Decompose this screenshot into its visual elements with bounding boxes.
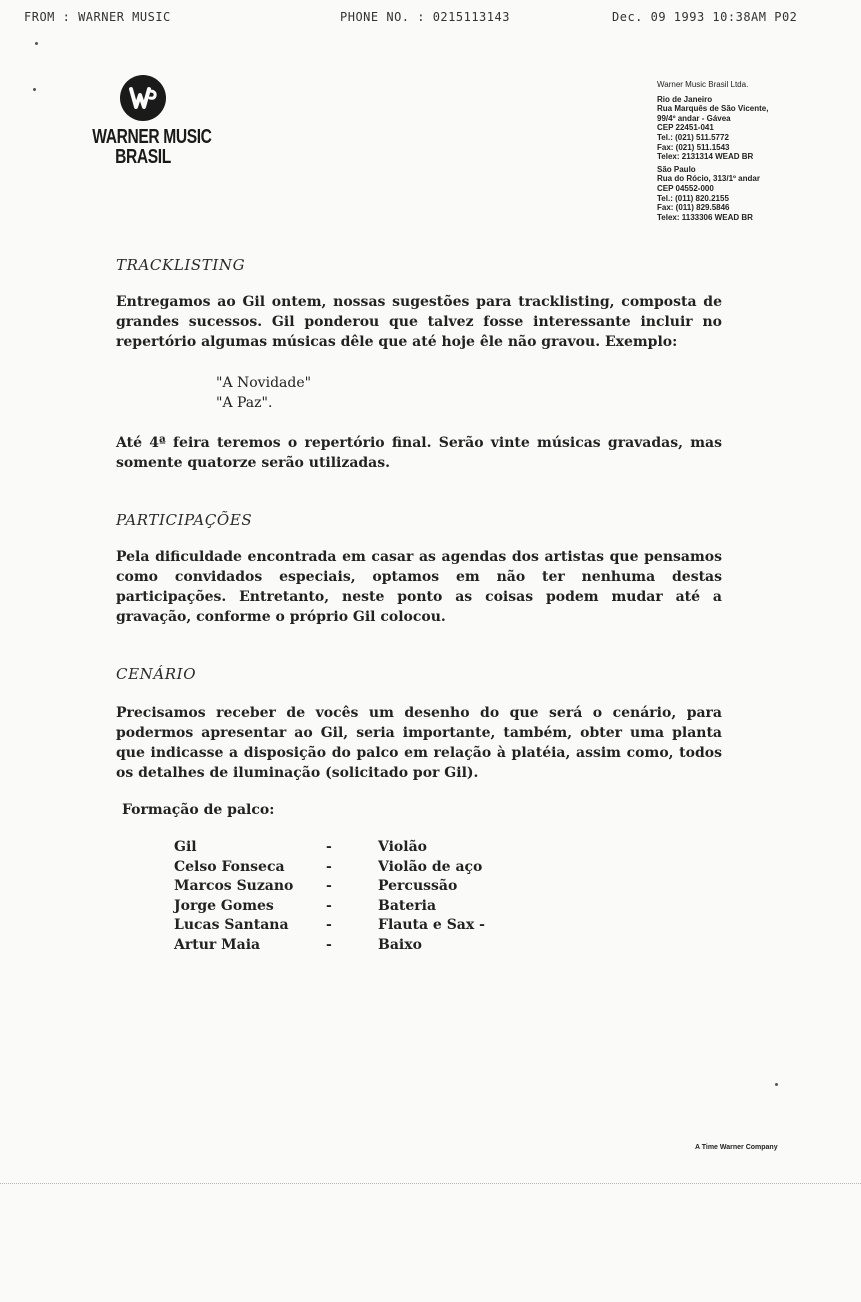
song-examples	[216, 373, 311, 413]
address-line: 99/4º andar - Gávea	[657, 113, 731, 123]
heading-participacoes: PARTICIPAÇÕES	[116, 511, 253, 529]
address-line: CEP 22451-041	[657, 123, 714, 133]
fax-phone: PHONE NO. : 0215113143	[340, 10, 510, 24]
stage-lineup	[174, 838, 514, 955]
address-line: Fax: (021) 511.1543	[657, 142, 730, 152]
scan-speck	[33, 88, 36, 91]
paragraph-text: Até 4ª feira teremos o repertório final. Serão vinte músicas gravadas, mas somente quatorze serão utilizadas.	[116, 435, 722, 471]
company-address	[657, 80, 817, 225]
musician-name: Jorge Gomes	[174, 897, 274, 914]
instrument: Percussão	[378, 878, 458, 894]
fold-line	[0, 1183, 861, 1184]
participacoes-para	[116, 547, 722, 627]
lineup-row	[174, 858, 514, 878]
address-rio	[657, 95, 817, 162]
fax-from: FROM : WARNER MUSIC	[24, 10, 171, 24]
scan-speck	[35, 42, 38, 45]
separator: -	[326, 858, 332, 875]
separator: -	[326, 936, 332, 953]
lineup-row	[174, 838, 514, 858]
paragraph-text: Pela dificuldade encontrada em casar as agendas dos artistas que pensamos como convidados especiais, optamos em não ter nenhuma destas participações. Entretanto, neste ponto as coisas podem mudar até a gravação, conforme o próprio Gil colocou.	[116, 549, 722, 625]
tracklisting-para2	[116, 433, 722, 473]
fax-date: Dec. 09 1993 10:38AM P02	[612, 10, 798, 24]
warner-logo	[78, 75, 212, 168]
paragraph-text: Precisamos receber de vocês um desenho do que será o cenário, para podermos apresentar ao Gil, seria importante, também, obter uma planta que indicasse a disposição do palco em relação à platéia, assim como, todos os detalhes de iluminação (solicitado por Gil).	[116, 705, 722, 781]
instrument: Flauta e Sax -	[378, 917, 485, 933]
address-line: Tel.: (011) 820.2155	[657, 193, 729, 203]
separator: -	[326, 839, 332, 855]
address-line: São Paulo	[657, 164, 696, 174]
lineup-row	[174, 936, 514, 956]
address-line: Fax: (011) 829.5846	[657, 203, 730, 213]
separator: -	[326, 897, 332, 914]
instrument: Bateria	[378, 897, 437, 914]
lineup-row	[174, 916, 514, 936]
lineup-row	[174, 877, 514, 897]
cenario-para	[116, 703, 722, 783]
address-line: Rua do Rócio, 313/1º andar	[657, 174, 760, 184]
logo-line2: BRASIL	[115, 146, 171, 168]
address-line: Tel.: (021) 511.5772	[657, 132, 729, 142]
scan-speck	[775, 1083, 778, 1086]
formacao-label: Formação de palco:	[122, 802, 275, 818]
musician-name: Artur Maia	[174, 936, 261, 953]
address-line: Telex: 1133306 WEAD BR	[657, 212, 753, 222]
instrument: Violão de aço	[378, 858, 483, 875]
address-line: Rio de Janeiro	[657, 94, 713, 104]
address-sp	[657, 165, 817, 223]
tracklisting-para1	[116, 292, 722, 352]
address-company: Warner Music Brasil Ltda.	[657, 80, 749, 89]
address-line: Telex: 2131314 WEAD BR	[657, 152, 754, 162]
musician-name: Marcos Suzano	[174, 878, 294, 894]
separator: -	[326, 917, 332, 933]
lineup-row	[174, 897, 514, 917]
wb-shield-icon	[120, 75, 166, 121]
heading-tracklisting: TRACKLISTING	[116, 256, 246, 274]
separator: -	[326, 878, 332, 894]
song-title: "A Novidade"	[216, 375, 312, 391]
instrument: Baixo	[378, 936, 422, 953]
address-line: CEP 04552-000	[657, 183, 714, 193]
paragraph-text: Entregamos ao Gil ontem, nossas sugestões para tracklisting, composta de grandes sucessos. Gil ponderou que talvez fosse interessante incluir no repertório algumas músicas dêle que até hoje êle não gravou. Exemplo:	[116, 294, 722, 350]
musician-name: Celso Fonseca	[174, 858, 285, 875]
heading-cenario: CENÁRIO	[116, 665, 197, 683]
logo-line1: WARNER MUSIC	[92, 126, 212, 148]
musician-name: Lucas Santana	[174, 917, 289, 933]
musician-name: Gil	[174, 839, 197, 855]
instrument: Violão	[378, 839, 427, 855]
song-title: "A Paz".	[216, 395, 273, 411]
fax-header	[0, 10, 861, 30]
footer-company: A Time Warner Company	[695, 1144, 778, 1151]
address-line: Rua Marquês de São Vicente,	[657, 104, 769, 114]
